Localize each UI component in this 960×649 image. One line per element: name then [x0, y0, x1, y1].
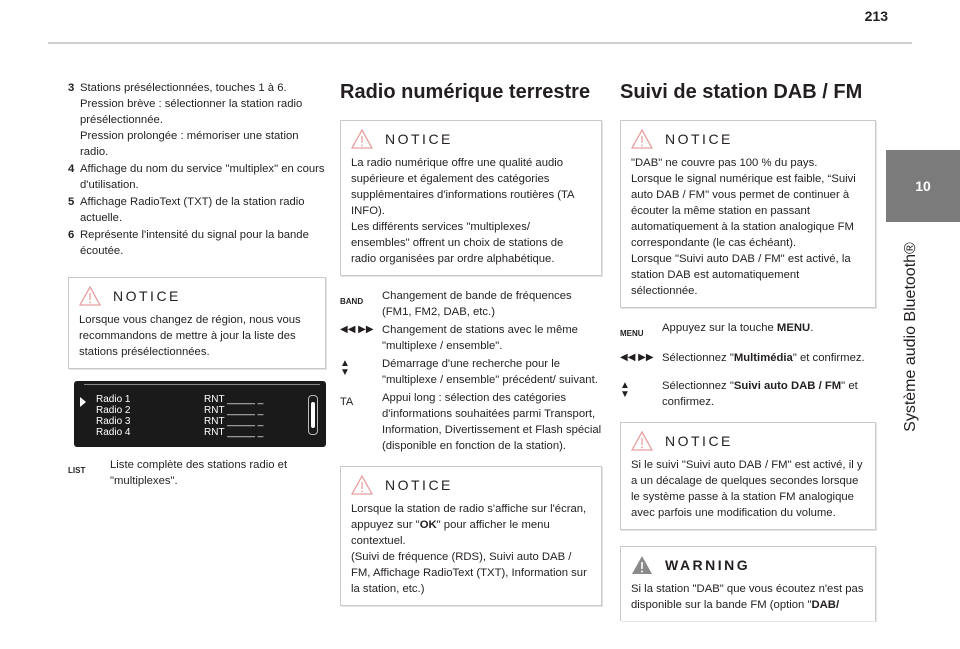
left-right-arrows-icon: ◀◀ ▶▶ [620, 352, 654, 363]
left-right-arrows-icon: ◀◀ ▶▶ [340, 324, 374, 335]
rnt-label: RNT _____ _ [204, 427, 264, 438]
arrows-lr-text [662, 350, 865, 366]
list-key-row [68, 457, 326, 489]
station-names [96, 394, 130, 438]
menu-key-row [620, 320, 876, 342]
section-heading: Suivi de station DAB / FM [620, 81, 863, 103]
notice-box [68, 277, 326, 369]
warning-text [631, 581, 865, 613]
notice-title: NOTICE [665, 131, 733, 147]
band-key-row [340, 288, 602, 320]
up-down-arrows-icon: ▲ ▼ [620, 380, 630, 400]
item-text: Affichage du nom du service "multiplex" en cours d'utilisation. [80, 163, 325, 191]
list-item [68, 227, 326, 259]
arrows-ud-text: Démarrage d'une recherche pour le "multiplexe / ensemble" précédent/ suivant. [382, 358, 598, 386]
item-number: 3 [68, 82, 75, 94]
band-key-text: Changement de bande de fréquences (FM1, FM2, DAB, etc.) [382, 290, 572, 318]
page-number: 213 [864, 8, 888, 24]
screen-top-bar [84, 384, 320, 385]
notice-title: NOTICE [385, 477, 453, 493]
list-button-icon: LIST [68, 466, 86, 475]
arrows-ud-text [662, 378, 876, 410]
item-text: Représente l'intensité du signal pour la bande écoutée. [80, 229, 309, 257]
warning-box [620, 546, 876, 621]
warning-triangle-outline-icon [351, 475, 373, 495]
item-text: Stations présélectionnées, touches 1 à 6. [80, 82, 287, 94]
notice-text-part: Lorsque la station de radio s'affiche sur l'écran, appuyez sur " [351, 503, 587, 531]
ta-button-icon: TA [340, 396, 354, 408]
station-name: Radio 1 [96, 394, 131, 405]
notice-text: "DAB" ne couvre pas 100 % du pays. [631, 157, 818, 169]
warning-triangle-outline-icon [631, 431, 653, 451]
warning-title: WARNING [665, 557, 751, 573]
arrows-lr-row [340, 322, 602, 354]
arrows-lr-text: Changement de stations avec le même "multiplexe / ensemble". [382, 324, 578, 352]
notice-box [340, 120, 602, 276]
arrows-ud-row [340, 356, 602, 388]
list-item [68, 161, 326, 193]
dab-fm-keyword: Suivi auto DAB / FM [733, 380, 842, 392]
list-item [68, 80, 326, 160]
ta-key-text: Appui long : sélection des catégories d'informations souhaitées parmi Transport, Information, Divertissement et Flash spécial (disponible en fonction de la station). [382, 392, 602, 452]
notice-text: (Suivi de fréquence (RDS), Suivi auto DAB / FM, Affichage RadioText (TXT), Information sur la station, etc.) [351, 551, 587, 595]
notice-text: Les différents services "multiplexes/ ensembles" offrent un choix de stations de radio organisées par ordre alphabétique. [351, 221, 564, 265]
list-key-text: Liste complète des stations radio et "multiplexes". [110, 459, 288, 487]
text-part: " et confirmez. [792, 352, 865, 364]
arrows-ud-row [620, 378, 876, 410]
section-heading: Radio numérique terrestre [340, 81, 591, 103]
warning-triangle-outline-icon [79, 286, 101, 306]
ta-key-row [340, 390, 602, 454]
item-number: 5 [68, 196, 75, 208]
band-button-icon: BAND [340, 297, 364, 306]
item-number: 6 [68, 229, 75, 241]
arrows-lr-row [620, 350, 876, 366]
list-item [68, 194, 326, 226]
dab-keyword: DAB/ [811, 599, 840, 611]
item-text: Pression prolongée : mémoriser une station radio. [80, 130, 299, 158]
warning-triangle-outline-icon [631, 129, 653, 149]
play-icon [80, 397, 86, 407]
notice-box [620, 422, 876, 530]
column-3 [620, 80, 876, 633]
up-down-arrows-icon: ▲ ▼ [340, 358, 350, 378]
header-rule [48, 42, 912, 44]
scrollbar [308, 395, 318, 435]
text-part: . [810, 322, 814, 334]
menu-button-icon: MENU [620, 329, 644, 338]
warning-triangle-filled-icon [631, 555, 653, 575]
station-rnt [204, 394, 263, 438]
text-part: Appuyez sur la touche [662, 322, 777, 334]
menu-key-text [662, 320, 813, 336]
notice-box [620, 120, 876, 308]
notice-text: Si le suivi "Suivi auto DAB / FM" est activé, il y a un décalage de quelques secondes lorsque le système passe à la station FM analogique avec parfois une modification du volume. [631, 459, 863, 519]
notice-text [351, 501, 591, 549]
notice-title: NOTICE [665, 433, 733, 449]
station-name: Radio 4 [96, 427, 131, 438]
notice-title: NOTICE [113, 288, 181, 304]
text-part: Si la station "DAB" que vous écoutez n'est pas disponible sur la bande FM (option " [631, 583, 864, 611]
station-name: Radio 2 [96, 405, 131, 416]
notice-box [340, 466, 602, 606]
scrollbar-thumb [311, 402, 315, 428]
warning-triangle-outline-icon [351, 129, 373, 149]
text-part: " et confirmez. [662, 380, 858, 408]
notice-text: La radio numérique offre une qualité audio supérieure et également des catégories supplémentaires d'informations routières (TA INFO). [351, 157, 574, 217]
rnt-label: RNT _____ _ [204, 416, 264, 427]
notice-text: Lorsque le signal numérique est faible, “Suivi auto DAB / FM" vous permet de continuer à écouter la même station en passant automatiquement à la station analogique FM correspondante (le cas échéant). [631, 173, 856, 249]
column-2 [340, 80, 602, 618]
menu-keyword: MENU [776, 322, 811, 334]
item-number: 4 [68, 163, 75, 175]
rnt-label: RNT _____ _ [204, 405, 264, 416]
ok-keyword: OK [419, 519, 437, 531]
multimedia-keyword: Multimédia [733, 352, 793, 364]
radio-list-screen [74, 381, 326, 447]
station-name: Radio 3 [96, 416, 131, 427]
text-part: Sélectionnez " [662, 380, 734, 392]
item-text: Pression brève : sélectionner la station radio présélectionnée. [80, 98, 303, 126]
chapter-tab: 10 [886, 150, 960, 222]
notice-text-part: " pour afficher le menu contextuel. [351, 519, 550, 547]
text-part: Sélectionnez " [662, 352, 734, 364]
notice-text: Lorsque vous changez de région, nous vous recommandons de mettre à jour la liste des stations présélectionnées. [79, 314, 301, 358]
chapter-title-text: Système audio Bluetooth® [902, 242, 919, 432]
rnt-label: RNT _____ _ [204, 394, 264, 405]
notice-title: NOTICE [385, 131, 453, 147]
column-1 [68, 80, 326, 491]
item-text: Affichage RadioText (TXT) de la station radio actuelle. [80, 196, 305, 224]
notice-text: Lorsque "Suivi auto DAB / FM" est activé, la station DAB est automatiquement sélectionnée. [631, 253, 851, 297]
chapter-title [902, 232, 926, 442]
